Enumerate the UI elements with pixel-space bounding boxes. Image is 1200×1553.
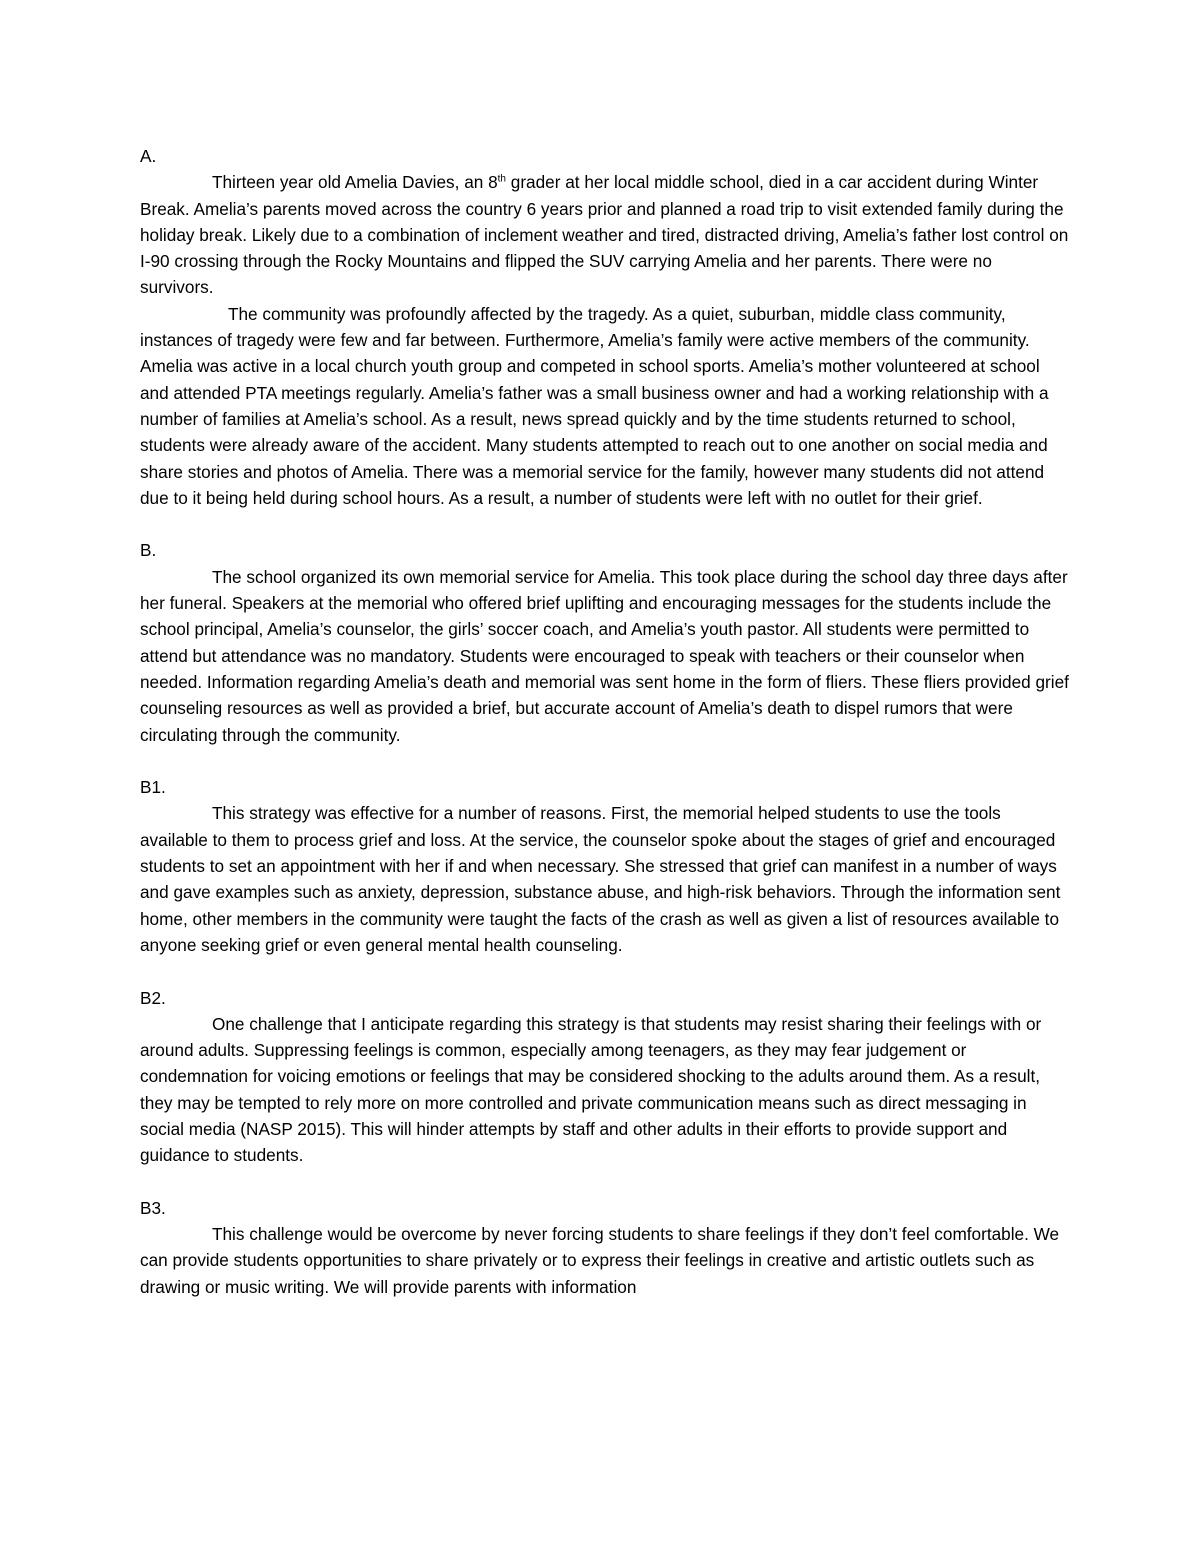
section-b-label: B. <box>140 540 157 561</box>
section-a-paragraph-2: The community was profoundly affected by the tragedy. As a quiet, suburban, middle class community, instances of tragedy were few and far between. Furthermore, Amelia’s family were active members of the community. Amelia was active in a local church youth group and competed in school sports. Amelia’s mother volunteered at school and attended PTA meetings regularly. Amelia’s father was a small business owner and had a working relationship with a number of families at Amelia’s school. As a result, news spread quickly and by the time students returned to school, students were already aware of the accident. Many students attempted to reach out to one another on social media and share stories and photos of Amelia. There was a memorial service for the family, however many students did not attend due to it being held during school hours. As a result, a number of students were left with no outlet for their grief. <box>140 303 1049 508</box>
section-a-p1-text-end: grader at her local middle school, died in a car accident during Winter Break. Amelia’s parents moved across the country 6 years prior and planned a road trip to visit extended family during the holiday break. Likely due to a combination of inclement weather and tired, distracted driving, Amelia’s father lost control on I-90 crossing through the Rocky Mountains and flipped the SUV carrying Amelia and her parents. There were no survivors. <box>140 172 1069 298</box>
section-b-paragraph: The school organized its own memorial service for Amelia. This took place during the school day three days after her funeral. Speakers at the memorial who offered brief uplifting and encouraging messages for the students include the school principal, Amelia’s counselor, the girls’ soccer coach, and Amelia’s youth pastor. All students were permitted to attend but attendance was no mandatory. Students were encouraged to speak with teachers or their counselor when needed. Information regarding Amelia’s death and memorial was sent home in the form of fliers. These fliers provided grief counseling resources as well as provided a brief, but accurate account of Amelia’s death to dispel rumors that were circulating through the community. <box>140 566 1069 745</box>
section-b3-paragraph: This challenge would be overcome by never forcing students to share feelings if they don’t feel comfortable. We can provide students opportunities to share privately or to express their feelings in creative and artistic outlets such as drawing or music writing. We will provide parents with information <box>140 1224 1060 1297</box>
section-a-paragraph-1 <box>140 169 1070 300</box>
section-gap <box>140 748 1070 774</box>
section-gap <box>140 511 1070 537</box>
section-gap <box>140 958 1070 984</box>
ordinal-suffix: th <box>497 173 506 185</box>
section-b2-label: B2. <box>140 987 166 1008</box>
document-body <box>140 143 1070 1300</box>
section-b2-paragraph: One challenge that I anticipate regarding this strategy is that students may resist sharing their feelings with or around adults. Suppressing feelings is common, especially among teenagers, as they may fear judgement or condemnation for voicing emotions or feelings that may be considered shocking to the adults around them. As a result, they may be tempted to rely more on more controlled and private communication means such as direct messaging in social media (NASP 2015). This will hinder attempts by staff and other adults in their efforts to provide support and guidance to students. <box>140 1013 1042 1166</box>
section-a-label: A. <box>140 146 157 166</box>
section-b1-paragraph: This strategy was effective for a number of reasons. First, the memorial helped students to use the tools available to them to process grief and loss. At the service, the counselor spoke about the stages of grief and encouraged students to set an appointment with her if and when necessary. She stressed that grief can manifest in a number of ways and gave examples such as anxiety, depression, substance abuse, and high-risk behaviors. Through the information sent home, other members in the community were taught the facts of the crash as well as given a list of resources available to anyone seeking grief or even general mental health counseling. <box>140 803 1061 955</box>
section-gap <box>140 1169 1070 1195</box>
section-b3-label: B3. <box>140 1197 166 1218</box>
section-a-p1-text-start: Thirteen year old Amelia Davies, an 8 <box>212 172 498 193</box>
section-b1-label: B1. <box>140 777 166 798</box>
